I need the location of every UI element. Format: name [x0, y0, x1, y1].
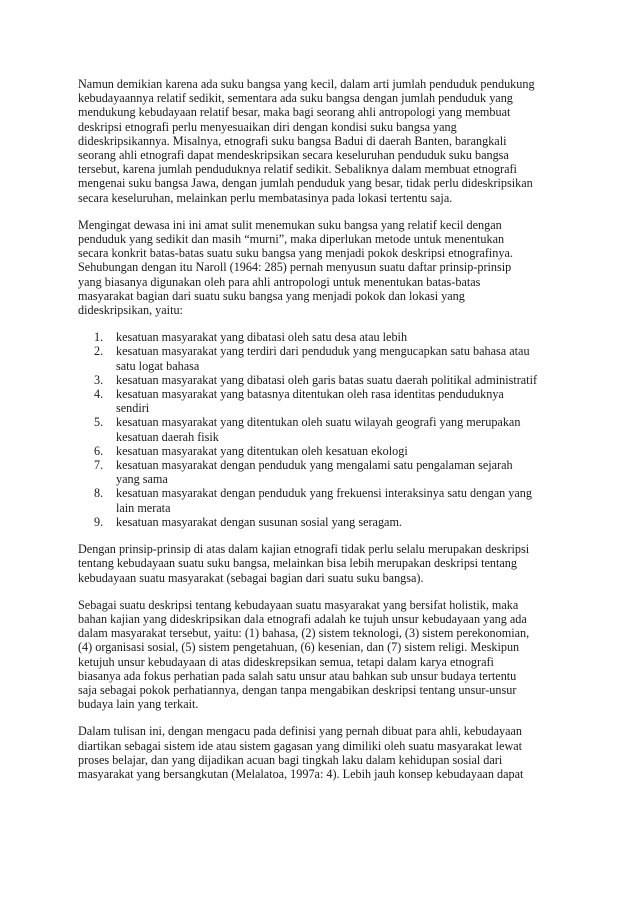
- list-item-number: 1.: [94, 330, 104, 345]
- list-item-text: sendiri: [116, 401, 150, 416]
- text-line: tersebut, karena jumlah penduduknya relatif sedikit. Sebaliknya dalam membuat etnografi: [78, 162, 517, 177]
- paragraph-3: [78, 542, 564, 585]
- list-item-number: 9.: [94, 514, 104, 529]
- list-item-number: 8.: [94, 486, 104, 501]
- list-item-text: kesatuan masyarakat yang dibatasi oleh garis batas suatu daerah politikal administratif: [116, 372, 538, 387]
- list-item: [78, 444, 564, 458]
- text-line: Mengingat dewasa ini ini amat sulit menemukan suku bangsa yang relatif kecil dengan: [78, 217, 502, 232]
- text-line: saja sebagai pokok perhatiannya, dengan tanpa mengabikan deskripsi tentang unsur-unsur: [78, 682, 517, 697]
- text-line: dideskripsikannya. Misalnya, etnografi suku bangsa Badui di daerah Banten, barangkali: [78, 133, 507, 148]
- text-line: ketujuh unsur kebudayaan di atas dideskrepsikan semua, tetapi dalam karya etnografi: [78, 654, 494, 669]
- text-line: diartikan sebagai sistem ide atau sistem gagasan yang dimiliki oleh suatu masyarakat lewat: [78, 738, 523, 753]
- paragraph-1: [78, 77, 564, 205]
- list-item-text: kesatuan daerah fisik: [116, 429, 219, 444]
- text-line: penduduk yang sedikit dan masih “murni”, maka diperlukan metode untuk menentukan: [78, 232, 505, 247]
- text-line: kebudayaannya relatif sedikit, sementara ada suku bangsa dengan jumlah penduduk yang: [78, 91, 513, 106]
- list-item: [78, 373, 564, 387]
- list-item-text: kesatuan masyarakat yang ditentukan oleh kesatuan ekologi: [116, 443, 408, 458]
- text-line: masyarakat yang bersangkutan (Melalatoa, 1997a: 4). Lebih jauh konsep kebudayaan dapat: [78, 766, 524, 781]
- text-line: proses belajar, dan yang dijadikan acuan bagi tingkah laku dalam kehidupan sosial dari: [78, 752, 503, 767]
- list-item-text: satu logat bahasa: [116, 358, 200, 373]
- text-line: Dalam tulisan ini, dengan mengacu pada definisi yang pernah dibuat para ahli, kebudayaan: [78, 724, 523, 739]
- list-item-text: kesatuan masyarakat yang batasnya ditentukan oleh rasa identitas penduduknya: [116, 387, 504, 402]
- text-line: dalam masyarakat tersebut, yaitu: (1) bahasa, (2) sistem teknologi, (3) sistem perekonomian,: [78, 626, 530, 641]
- text-line: bahan kajian yang dideskripsikan dala etnografi adalah ke tujuh unsur kebudayaan yang ada: [78, 611, 527, 626]
- text-line: budaya lain yang terkait.: [78, 697, 199, 712]
- list-item: [78, 415, 564, 443]
- list-item-text: lain merata: [116, 500, 171, 515]
- text-line: Sebagai suatu deskripsi tentang kebudayaan suatu masyarakat yang bersifat holistik, maka: [78, 597, 519, 612]
- list-item-text: kesatuan masyarakat dengan penduduk yang mengalami satu pengalaman sejarah: [116, 458, 513, 473]
- list-item: [78, 486, 564, 514]
- paragraph-2: [78, 218, 564, 317]
- text-line: tentang kebudayaan suatu suku bangsa, melainkan bisa lebih merupakan deskripsi tentang: [78, 556, 517, 571]
- text-line: Namun demikian karena ada suku bangsa yang kecil, dalam arti jumlah penduduk pendukung: [78, 77, 535, 91]
- list-item-text: kesatuan masyarakat yang dibatasi oleh satu desa atau lebih: [116, 330, 408, 345]
- list-item-number: 4.: [94, 387, 104, 402]
- list-item-text: kesatuan masyarakat yang ditentukan oleh suatu wilayah geografi yang merupakan: [116, 415, 521, 430]
- list-item-number: 6.: [94, 443, 104, 458]
- text-line: deskripsi etnografi perlu menyesuaikan diri dengan kondisi suku bangsa yang: [78, 119, 457, 134]
- text-line: Sehubungan dengan itu Naroll (1964: 285) pernah menyusun suatu daftar prinsip-prinsip: [78, 260, 512, 275]
- text-line: seorang ahli etnografi dapat mendeskripsikan secara keseluruhan penduduk suku bangsa: [78, 148, 509, 163]
- text-line: masyarakat bagian dari suatu suku bangsa yang menjadi pokok dan lokasi yang: [78, 288, 465, 303]
- principles-list: [78, 330, 564, 529]
- list-item-number: 7.: [94, 458, 104, 473]
- text-line: kebudayaan suatu masyarakat (sebagai bagian dari suatu suku bangsa).: [78, 570, 424, 585]
- list-item-text: kesatuan masyarakat dengan penduduk yang frekuensi interaksinya satu dengan yang: [116, 486, 532, 501]
- list-item-text: yang sama: [116, 472, 168, 487]
- list-item: [78, 515, 564, 529]
- list-item: [78, 344, 564, 372]
- list-item-number: 3.: [94, 372, 104, 387]
- paragraph-4: [78, 598, 564, 712]
- document-body: [78, 77, 564, 794]
- text-line: secara keseluruhan, melainkan perlu membatasinya pada lokasi tertentu saja.: [78, 190, 453, 205]
- list-item: [78, 387, 564, 415]
- text-line: mengenai suku bangsa Jawa, dengan jumlah penduduk yang besar, tidak perlu dideskripsikan: [78, 176, 533, 191]
- list-item-number: 5.: [94, 415, 104, 430]
- text-line: (4) organisasi sosial, (5) sistem pengetahuan, (6) kesenian, dan (7) sistem religi. Meskipun: [78, 640, 520, 655]
- text-line: biasanya ada fokus perhatian pada salah satu unsur atau bahkan sub unsur budaya tertentu: [78, 668, 517, 683]
- paragraph-5: [78, 724, 564, 781]
- text-line: secara konkrit batas-batas suatu suku bangsa yang menjadi pokok deskripsi etnografinya.: [78, 246, 513, 261]
- list-item-text: kesatuan masyarakat dengan susunan sosial yang seragam.: [116, 514, 402, 529]
- list-item: [78, 458, 564, 486]
- text-line: dideskripsikan, yaitu:: [78, 303, 183, 318]
- list-item: [78, 330, 564, 344]
- text-line: mendukung kebudayaan relatif besar, maka bagi seorang ahli antropologi yang membuat: [78, 105, 511, 120]
- text-line: yang biasanya digunakan oleh para ahli antropologi untuk menentukan batas-batas: [78, 274, 481, 289]
- list-item-number: 2.: [94, 344, 104, 359]
- text-line: Dengan prinsip-prinsip di atas dalam kajian etnografi tidak perlu selalu merupakan deskripsi: [78, 542, 530, 557]
- list-item-text: kesatuan masyarakat yang terdiri dari penduduk yang mengucapkan satu bahasa atau: [116, 344, 530, 359]
